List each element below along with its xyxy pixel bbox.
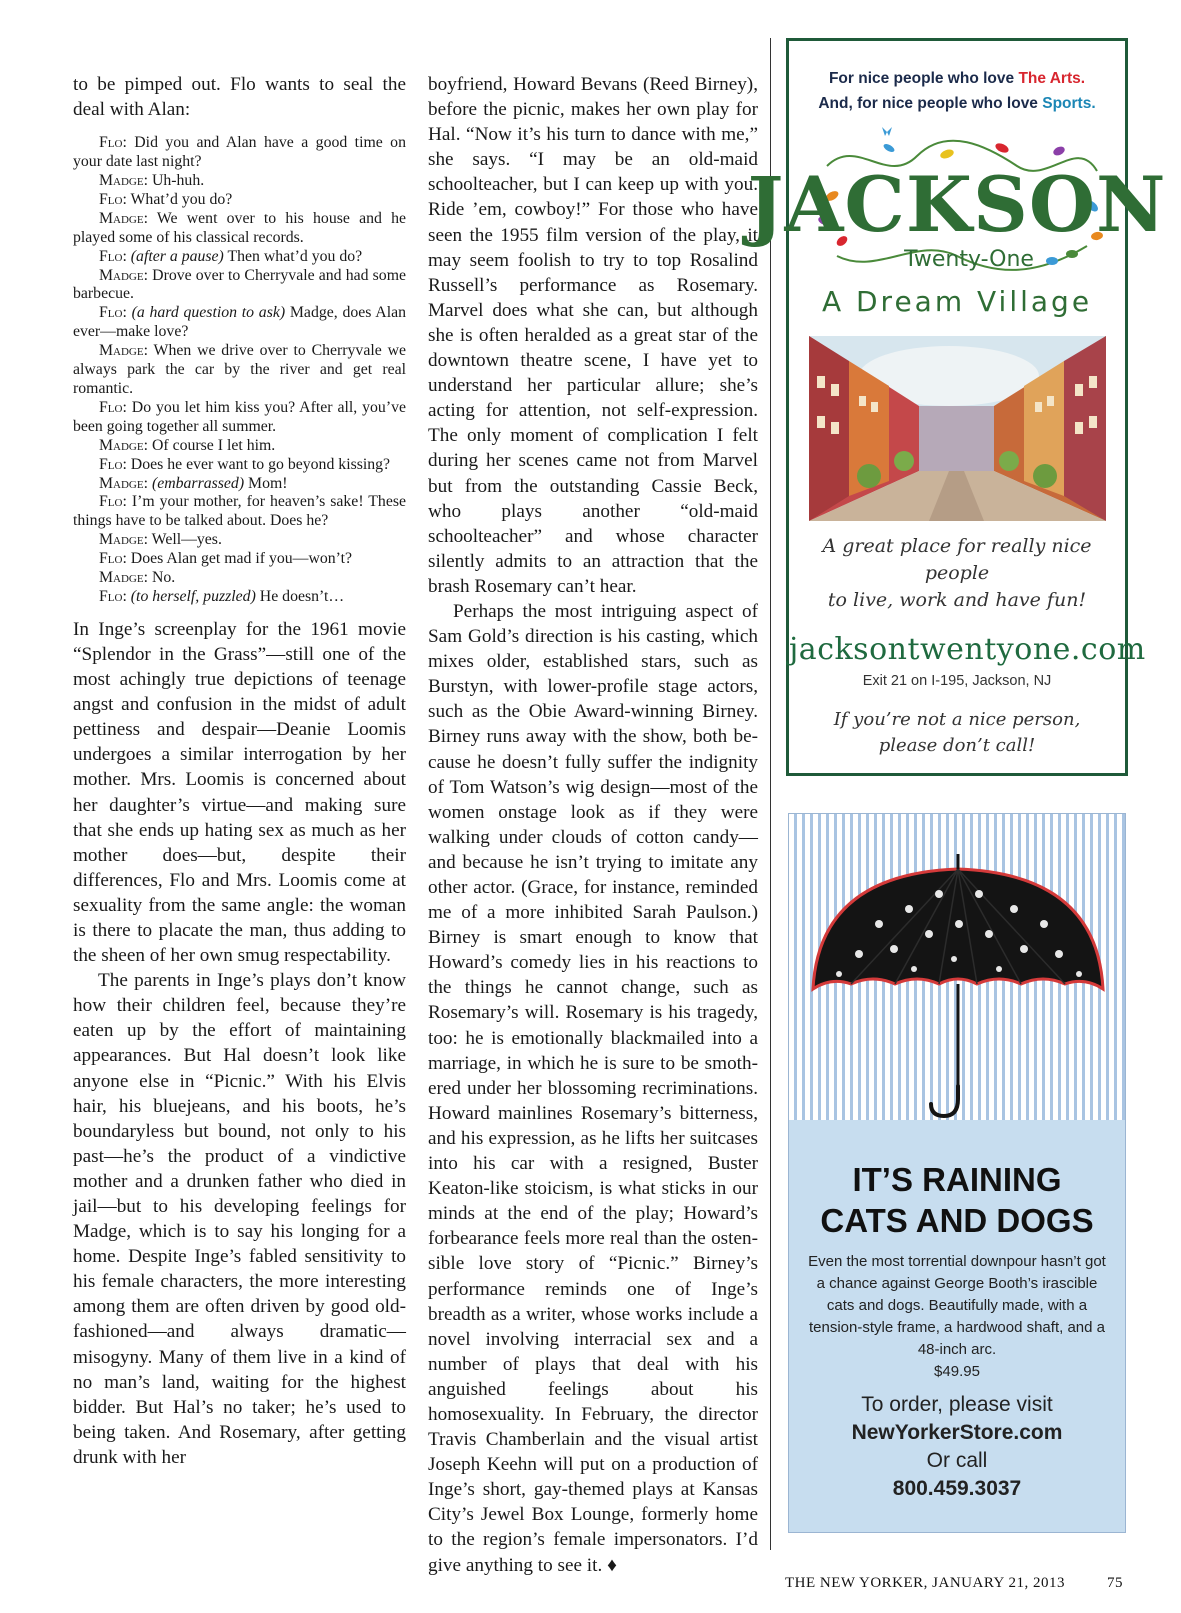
dialogue-text: We went over to his house and he played some of his classical records.: [73, 209, 406, 246]
paragraph-intro: to be pimped out. Flo wants to seal the deal with Alan:: [73, 74, 406, 121]
paragraph-boyfriend: boyfriend, Howard Bevans (Reed Birney), before the picnic, makes her own play for Hal. “Now it’s his turn to dance with me,” she says. “I may be an old-maid schoolteacher, but I can keep up with you. Ride ’em, cowboy!” For those who have seen the 1955 film version of the play, it may seem foolish to try to top Rosalind Russell’s performance as Rosemary. Marvel does what she can, but although she is often heralded as a great star of the downtown theatre scene, I have yet to understand her particular allure; she’s acting for attention, not self-expression. The only moment of complication I felt during her scenes came not from Marvel but from the outstanding Cassie Beck, who plays another “old-maid schoolteacher” and whose character silently admits to an attraction that the brash Rosemary can’t hear.: [428, 74, 758, 597]
umbrella-ad[interactable]: [788, 813, 1126, 1533]
jackson-logo: [747, 126, 1167, 326]
dialogue-speaker: Flo: [99, 134, 123, 152]
umbrella-ad-description: [803, 1251, 1111, 1383]
dialogue-speaker: Flo: [99, 190, 123, 208]
jackson-note: [789, 707, 1125, 759]
note-line1: If you’re not a nice person,: [833, 709, 1081, 730]
logo-name: JACKSON: [747, 160, 1167, 249]
description-text: Even the most torrential downpour hasn’t got a chance against George Booth’s irascible cats and dogs. Beautifully made, with a tension-style frame, a hardwood shaft, and a 48-inch arc.: [808, 1253, 1106, 1358]
dialogue-text: Mom!: [248, 474, 288, 492]
umbrella-ad-order: [789, 1391, 1125, 1503]
title-line1: IT’S RAINING: [852, 1161, 1062, 1198]
dialogue-line: Flo: Does Alan get mad if you—won’t?: [99, 550, 353, 568]
dialogue-line: Flo: (to herself, puzzled) He doesn’t…: [99, 587, 345, 605]
stage-direction: (after a pause): [130, 247, 224, 265]
dialogue-text: Drove over to Cherryvale and had some barbecue.: [73, 266, 407, 303]
dialogue-speaker: Flo: [99, 587, 123, 605]
article-column-2: [428, 72, 758, 1578]
street-illustration: [809, 336, 1106, 521]
paragraph-casting: [428, 599, 758, 1578]
dialogue-text: Of course I let him.: [151, 436, 276, 454]
dialogue-speaker: Flo: [99, 550, 123, 568]
dialogue-line: Flo: (a hard question to ask) Madge, does Alan ever—make love?: [73, 304, 406, 341]
page-number: 75: [1107, 1575, 1123, 1591]
phone-number[interactable]: 800.459.3037: [892, 1477, 1022, 1500]
dialogue-line: Madge: (embarrassed) Mom!: [99, 474, 288, 492]
jackson-ad[interactable]: [747, 38, 1167, 776]
article-column-1: [73, 72, 406, 1470]
dialogue-text: Do you let him kiss you? After all, you’ve been going together all summer.: [73, 398, 406, 435]
headline-sports: Sports.: [1042, 95, 1096, 112]
store-link[interactable]: NewYorkerStore.com: [851, 1421, 1063, 1444]
headline-line2: And, for nice people who love: [818, 95, 1043, 112]
dialogue-speaker: Madge: [99, 266, 144, 284]
dialogue-line: Madge: Drove over to Cherryvale and had some barbecue.: [73, 266, 407, 303]
paragraph-splendor: In Inge’s screenplay for the 1961 movie “Splendor in the Grass”—still one of the most achingly true depictions of teenage angst and confusion in the midst of adult pettiness and despair—Deanie Loomis undergoes a similar interrogation by her mother. Mrs. Loomis is concerned about her daughter’s virtue—and making sure that she ends up hating sex as much as her mother does—but, despite their differences, Flo and Mrs. Loomis come at sexuality from the same angle: the woman is there to placate the man, thus adding to the sheen of her own smug respectability.: [73, 618, 406, 967]
dialogue-line: Madge: When we drive over to Cherryvale we always park the car by the river and get real romantic.: [73, 342, 406, 397]
magazine-footer: THE NEW YORKER, JANUARY 21, 2013: [785, 1575, 1066, 1591]
price: $49.95: [934, 1363, 980, 1380]
logo-tagline: A Dream Village: [821, 285, 1093, 318]
dialogue-text: When we drive over to Cherryvale we always park the car by the river and get real romantic.: [73, 342, 406, 397]
dialogue-line: Madge: Uh-huh.: [99, 172, 205, 189]
stage-direction: (embarrassed): [151, 474, 245, 492]
dialogue-line: Madge: Of course I let him.: [99, 436, 276, 454]
jackson-logo-art: [747, 126, 1167, 326]
jackson-directions: Exit 21 on I-195, Jackson, NJ: [862, 673, 1052, 689]
dialogue-text: What’d you do?: [130, 190, 233, 208]
umbrella-ad-title: [789, 1159, 1125, 1241]
dialogue-speaker: Flo: [99, 493, 123, 511]
dialogue-text: Does Alan get mad if you—won’t?: [130, 550, 353, 568]
order-line2: Or call: [926, 1449, 988, 1472]
headline-arts: The Arts.: [1018, 70, 1086, 87]
stage-direction: (a hard question to ask): [131, 304, 286, 322]
paragraph-casting-text: Perhaps the most intriguing aspect of Sam Gold’s direction is his casting, which mixes older, established stars, such as Burstyn, with lower-profile stage actors, such as the Obie Award-winning Birney. Birney runs away with the show, both because he doesn’t fully suffer the indignity of Tom Watson’s wig design—most of the women onstage look as if they were walking under clouds of cotton candy—and because he isn’t trying to imitate any other actor. (Grace, for instance, reminded me of a more inhibited Sarah Paulson.) Birney is smart enough to know that Howard’s comedy lies in his reactions to the things he cannot change, such as Rosemary’s will. Rosemary is his tragedy, too: he is emotionally blackmailed into a marriage, in which he is sure to be smothered under her blossoming recriminations. Howard mainlines Rosemary’s bitterness, and his expression, as he lifts her suitcases into his car with a resigned, Buster Keaton-like stoicism, is what sticks in our minds at the end of the play; Howard’s forbearance feels more real than the ostensible love story of “Picnic.” Birney’s performance reminds one of Inge’s breadth as a writer, whose works include a novel involving interracial sex and a number of plays that deal with his anguished feelings about his homosexuality. In February, the director Travis Chamberlain and the visual artist Joseph Keehn will put on a production of Inge’s short, gay-themed plays at Kansas City’s Jewel Box Lounge, formerly home to the region’s female impersonators. I’d give anything to see it.: [428, 600, 758, 1576]
dialogue-text: Then what’d you do?: [227, 247, 363, 265]
logo-sub: Twenty-One: [904, 247, 1034, 272]
dialogue-line: Flo: (after a pause) Then what’d you do?: [99, 247, 363, 265]
dialogue-speaker: Madge: [99, 569, 144, 587]
dialogue-line: Flo: Does he ever want to go beyond kissing?: [99, 455, 391, 473]
dialogue-line: Madge: We went over to his house and he played some of his classical records.: [73, 209, 406, 246]
dialogue-speaker: Madge: [99, 531, 144, 549]
paragraph-parents: The parents in Inge’s plays don’t know how their children feel, because they’re eaten up by the effort of maintaining appearances. But Hal doesn’t look like anyone else in “Picnic.” With his Elvis hair, his bluejeans, and his boots, he’s boundaryless but bound, not only to his past—he’s the product of a vindictive mother and a drunken father who died in jail—but to his developing feelings for Madge, which is to say his longing for a home. Despite Inge’s fabled sensitivity to his female characters, the more interesting among them are often driven by good old-fashioned—and always dramatic—misogyny. Many of them live in a kind of no man’s land, waiting for the highest bidder. But Hal’s no taker; he’s used to being taken. And Rosemary, after getting drunk with her: [73, 970, 406, 1468]
dialogue-text: No.: [151, 569, 176, 587]
dialogue-line: Flo: Did you and Alan have a good time on your date last night?: [73, 134, 406, 171]
dialogue-speaker: Madge: [99, 342, 144, 360]
jackson-ad-headline: [789, 66, 1125, 116]
dialogue-line: Flo: Do you let him kiss you? After all, you’ve been going together all summer.: [73, 398, 406, 435]
umbrella-icon: [789, 814, 1127, 1124]
dialogue-text: He doesn’t…: [259, 587, 345, 605]
jackson-tagline: [789, 533, 1125, 614]
dialogue-text: Uh-huh.: [151, 172, 205, 189]
dialogue-text: Well—yes.: [151, 531, 222, 549]
dialogue-speaker: Madge: [99, 474, 144, 492]
headline-line1: For nice people who love: [828, 70, 1019, 87]
dialogue-line: Madge: Well—yes.: [99, 531, 222, 549]
note-line2: please don’t call!: [878, 735, 1036, 756]
title-line2: CATS AND DOGS: [820, 1202, 1094, 1239]
dialogue-speaker: Madge: [99, 436, 144, 454]
dialogue-speaker: Flo: [99, 304, 123, 322]
play-dialogue: [73, 134, 406, 607]
dialogue-line: Madge: No.: [99, 569, 176, 587]
order-line1: To order, please visit: [861, 1393, 1053, 1416]
dialogue-speaker: Madge: [99, 209, 144, 227]
street-illustration-art: [809, 336, 1106, 521]
dialogue-text: I’m your mother, for heaven’s sake! These things have to be talked about. Does he?: [73, 493, 406, 530]
tagline-line1: A great place for really nice people: [822, 535, 1092, 584]
dialogue-text: Madge, does Alan ever—make love?: [73, 304, 406, 341]
dialogue-line: Flo: What’d you do?: [99, 190, 233, 208]
dialogue-text: Does he ever want to go beyond kissing?: [130, 455, 391, 473]
dialogue-text: Did you and Alan have a good time on your date last night?: [73, 134, 406, 171]
tagline-line2: to live, work and have fun!: [827, 589, 1087, 611]
dialogue-speaker: Flo: [99, 455, 123, 473]
stage-direction: (to herself, puzzled): [130, 587, 256, 605]
end-mark: ♦: [607, 1554, 617, 1576]
column-divider: [770, 38, 771, 1550]
jackson-website-link[interactable]: jacksontwentyone.com: [789, 632, 1146, 667]
dialogue-speaker: Flo: [99, 247, 123, 265]
dialogue-speaker: Madge: [99, 172, 144, 189]
dialogue-line: Flo: I’m your mother, for heaven’s sake! These things have to be talked about. Does he?: [73, 493, 406, 530]
dialogue-speaker: Flo: [99, 398, 123, 416]
